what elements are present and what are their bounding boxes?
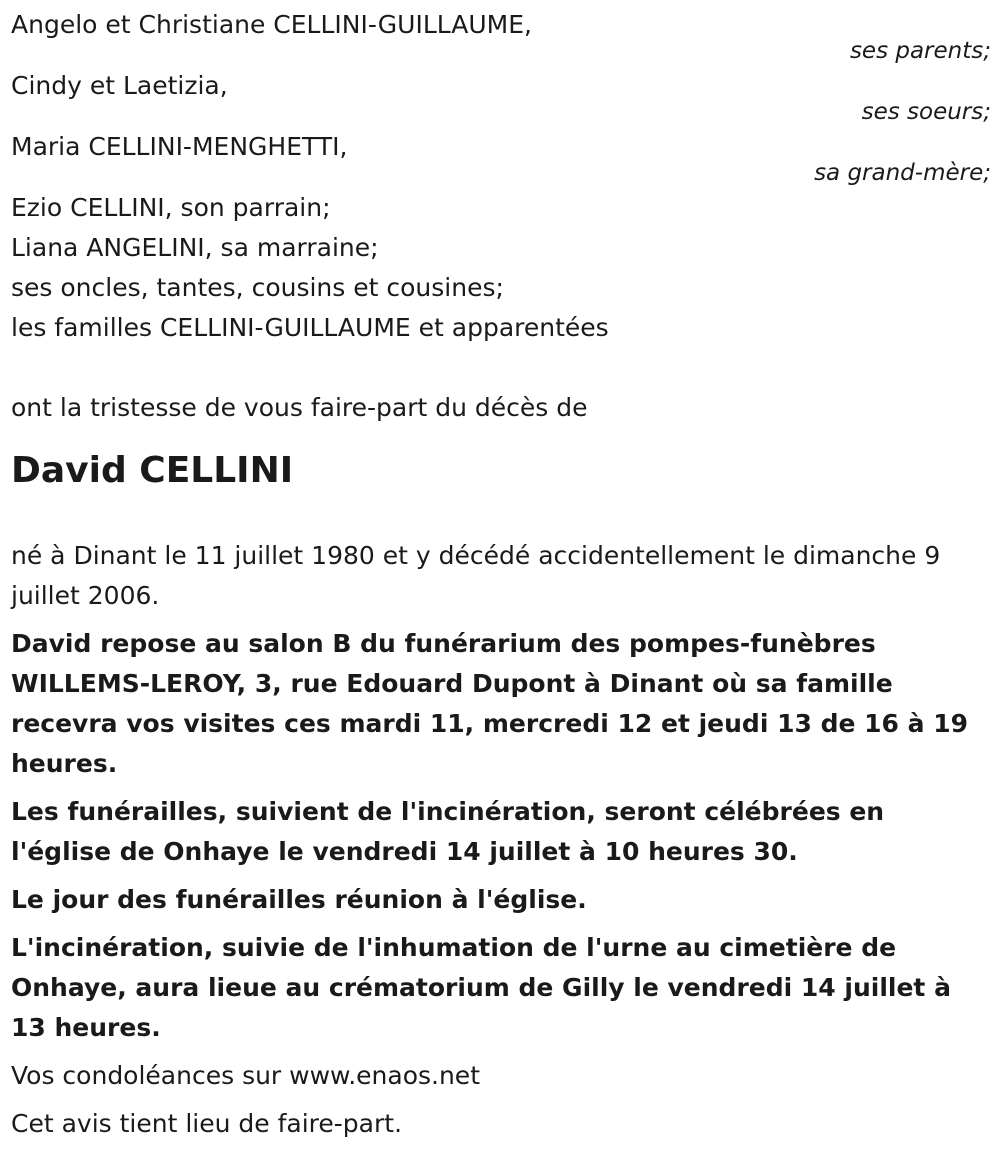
family-entry-parents [11,5,991,64]
family-names: Cindy et Laetizia, [11,71,228,100]
obituary-notice [11,5,991,1152]
family-role: sa grand-mère; [814,160,991,186]
meeting-text: Le jour des funérailles réunion à l'église. [11,885,587,914]
visitation-text: David repose au salon B du funérarium des pompes-funèbres WILLEMS-LEROY, 3, rue Edouard Dupont à Dinant où sa famille recevra vos visites ces mardi 11, mercredi 12 et jeudi 13 de 16 à 19 heures. [11,629,968,778]
cremation-text: L'incinération, suivie de l'inhumation de l'urne au cimetière de Onhaye, aura lieue au crématorium de Gilly le vendredi 14 juillet à 13 heures. [11,933,951,1042]
funeral-text: Les funérailles, suivient de l'incinération, seront célébrées en l'église de Onhaye le vendredi 14 juillet à 10 heures 30. [11,797,885,866]
family-names: Maria CELLINI-MENGHETTI, [11,132,348,161]
family-entry-sisters [11,66,991,125]
intro-text: ont la tristesse de vous faire-part du décès de [11,393,588,422]
family-role: ses parents; [849,38,991,64]
family-role: ses soeurs; [861,99,991,125]
birth-death-text: né à Dinant le 11 juillet 1980 et y décédé accidentellement le dimanche 9 juillet 2006. [11,541,941,610]
relative-line: les familles CELLINI-GUILLAUME et apparentées [11,313,609,342]
relative-line: Liana ANGELINI, sa marraine; [11,233,379,262]
relative-line: ses oncles, tantes, cousins et cousines; [11,273,504,302]
family-entry-grandmother [11,127,991,186]
relative-line: Ezio CELLINI, son parrain; [11,193,331,222]
deceased-name: David CELLINI [11,450,294,491]
family-names: Angelo et Christiane CELLINI-GUILLAUME, [11,10,532,39]
condolences-text: Vos condoléances sur www.enaos.net [11,1061,480,1090]
notice-text: Cet avis tient lieu de faire-part. [11,1109,403,1138]
relatives-list [11,188,991,348]
